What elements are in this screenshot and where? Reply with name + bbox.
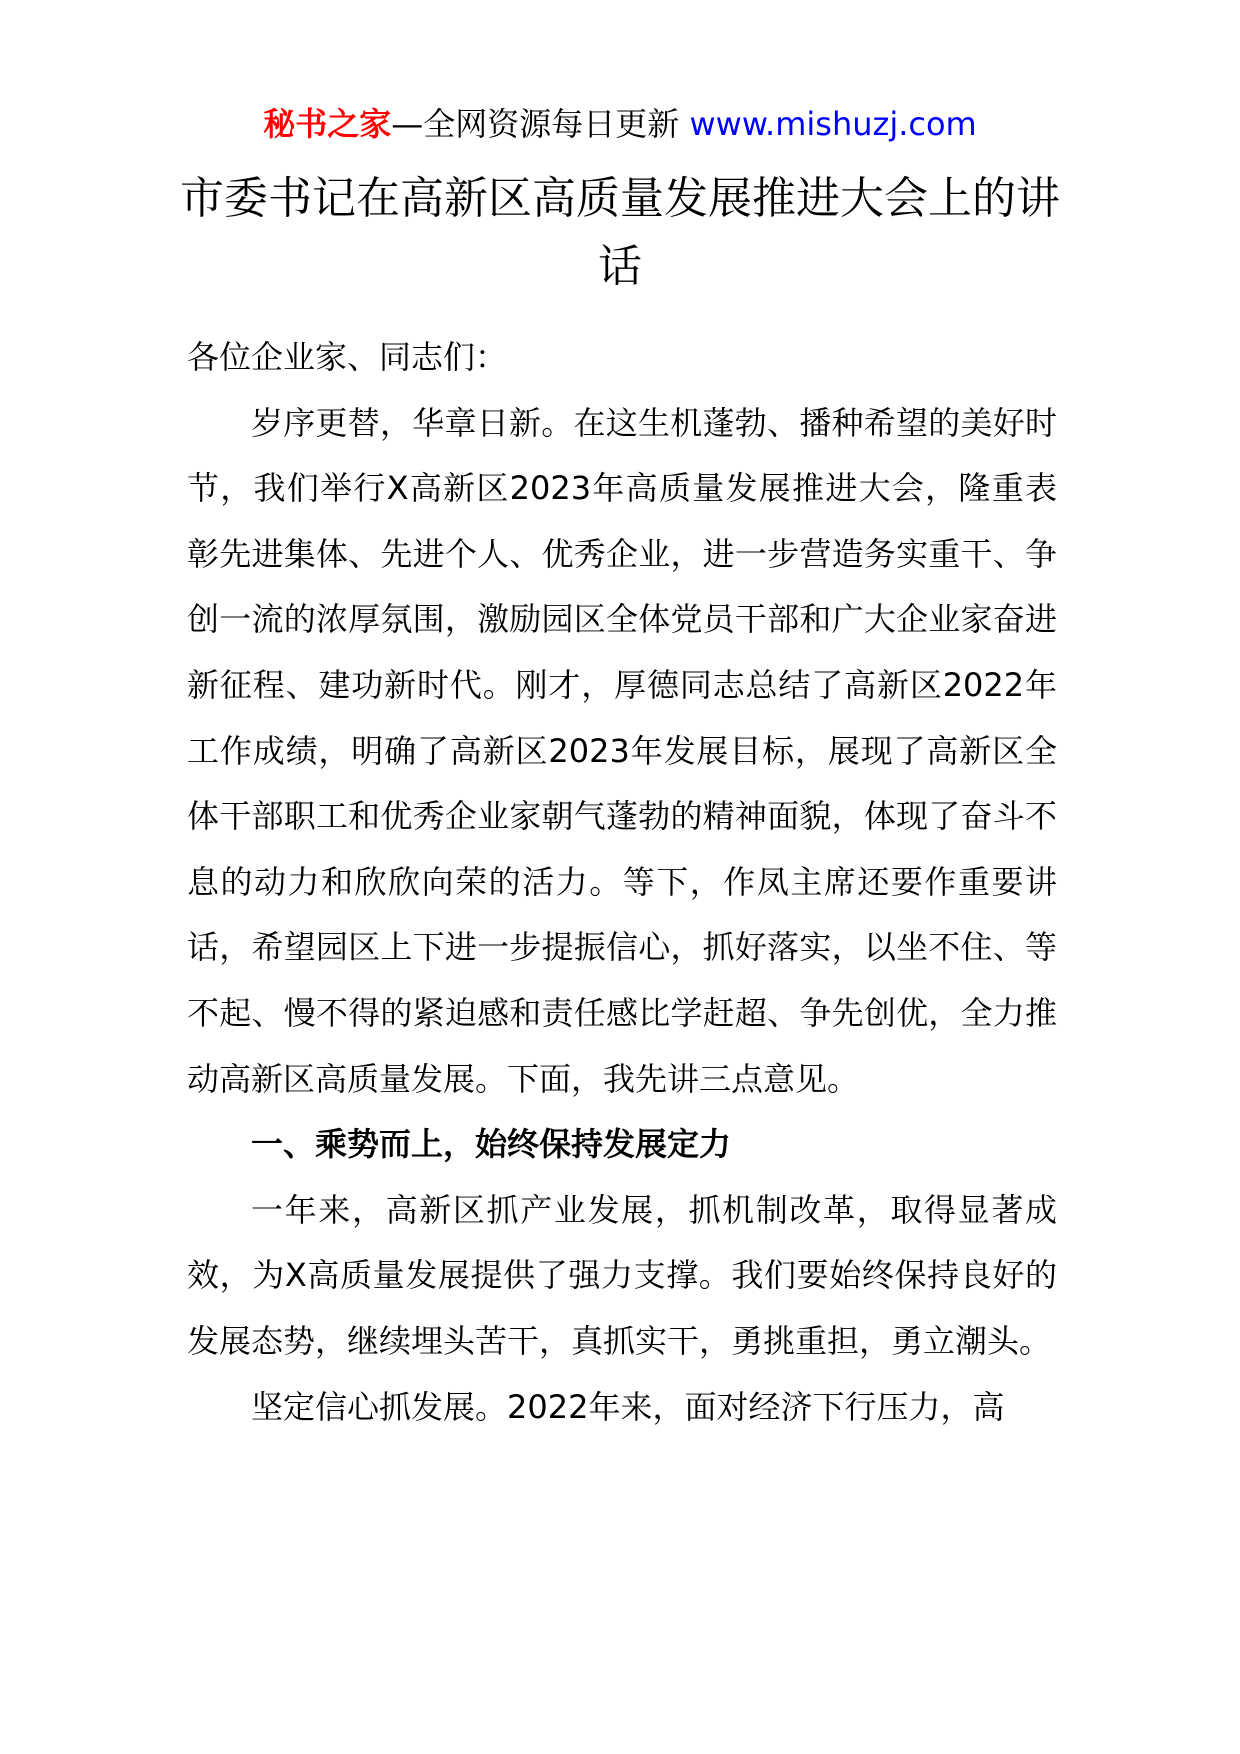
document-body <box>187 325 1057 1440</box>
paragraph-section-1: 一年来，高新区抓产业发展，抓机制改革，取得显著成效，为X高质量发展提供了强力支撑。我们要始终保持良好的发展态势，继续埋头苦干，真抓实干，勇挑重担，勇立潮头。 <box>187 1190 1057 1360</box>
document-title: 市委书记在高新区高质量发展推进大会上的讲话 <box>180 173 1060 292</box>
salutation: 各位企业家、同志们： <box>187 338 508 376</box>
section-heading-1: 一、乘势而上，始终保持发展定力 <box>251 1125 732 1164</box>
paragraph-confidence: 坚定信心抓发展。2022年来，面对经济下行压力，高 <box>251 1387 1005 1426</box>
header-tagline: —全网资源每日更新 <box>391 105 690 143</box>
brand-name: 秘书之家 <box>263 105 392 143</box>
paragraph-intro: 岁序更替，华章日新。在这生机蓬勃、播种希望的美好时节，我们举行X高新区2023年高质量发展推进大会，隆重表彰先进集体、先进个人、优秀企业，进一步营造务实重干、争创一流的浓厚氛围，激励园区全体党员干部和广大企业家奋进新征程、建功新时代。刚才，厚德同志总结了高新区2022年工作成绩，明确了高新区2023年发展目标，展现了高新区全体干部职工和优秀企业家朝气蓬勃的精神面貌，体现了奋斗不息的动力和欣欣向荣的活力。等下，作凤主席还要作重要讲话，希望园区上下进一步提振信心，抓好落实，以坐不住、等不起、慢不得的紧迫感和责任感比学赶超、争先创优，全力推动高新区高质量发展。下面，我先讲三点意见。 <box>187 403 1057 1098</box>
site-header <box>0 100 1240 148</box>
site-url-link[interactable]: www.mishuzj.com <box>689 105 977 143</box>
